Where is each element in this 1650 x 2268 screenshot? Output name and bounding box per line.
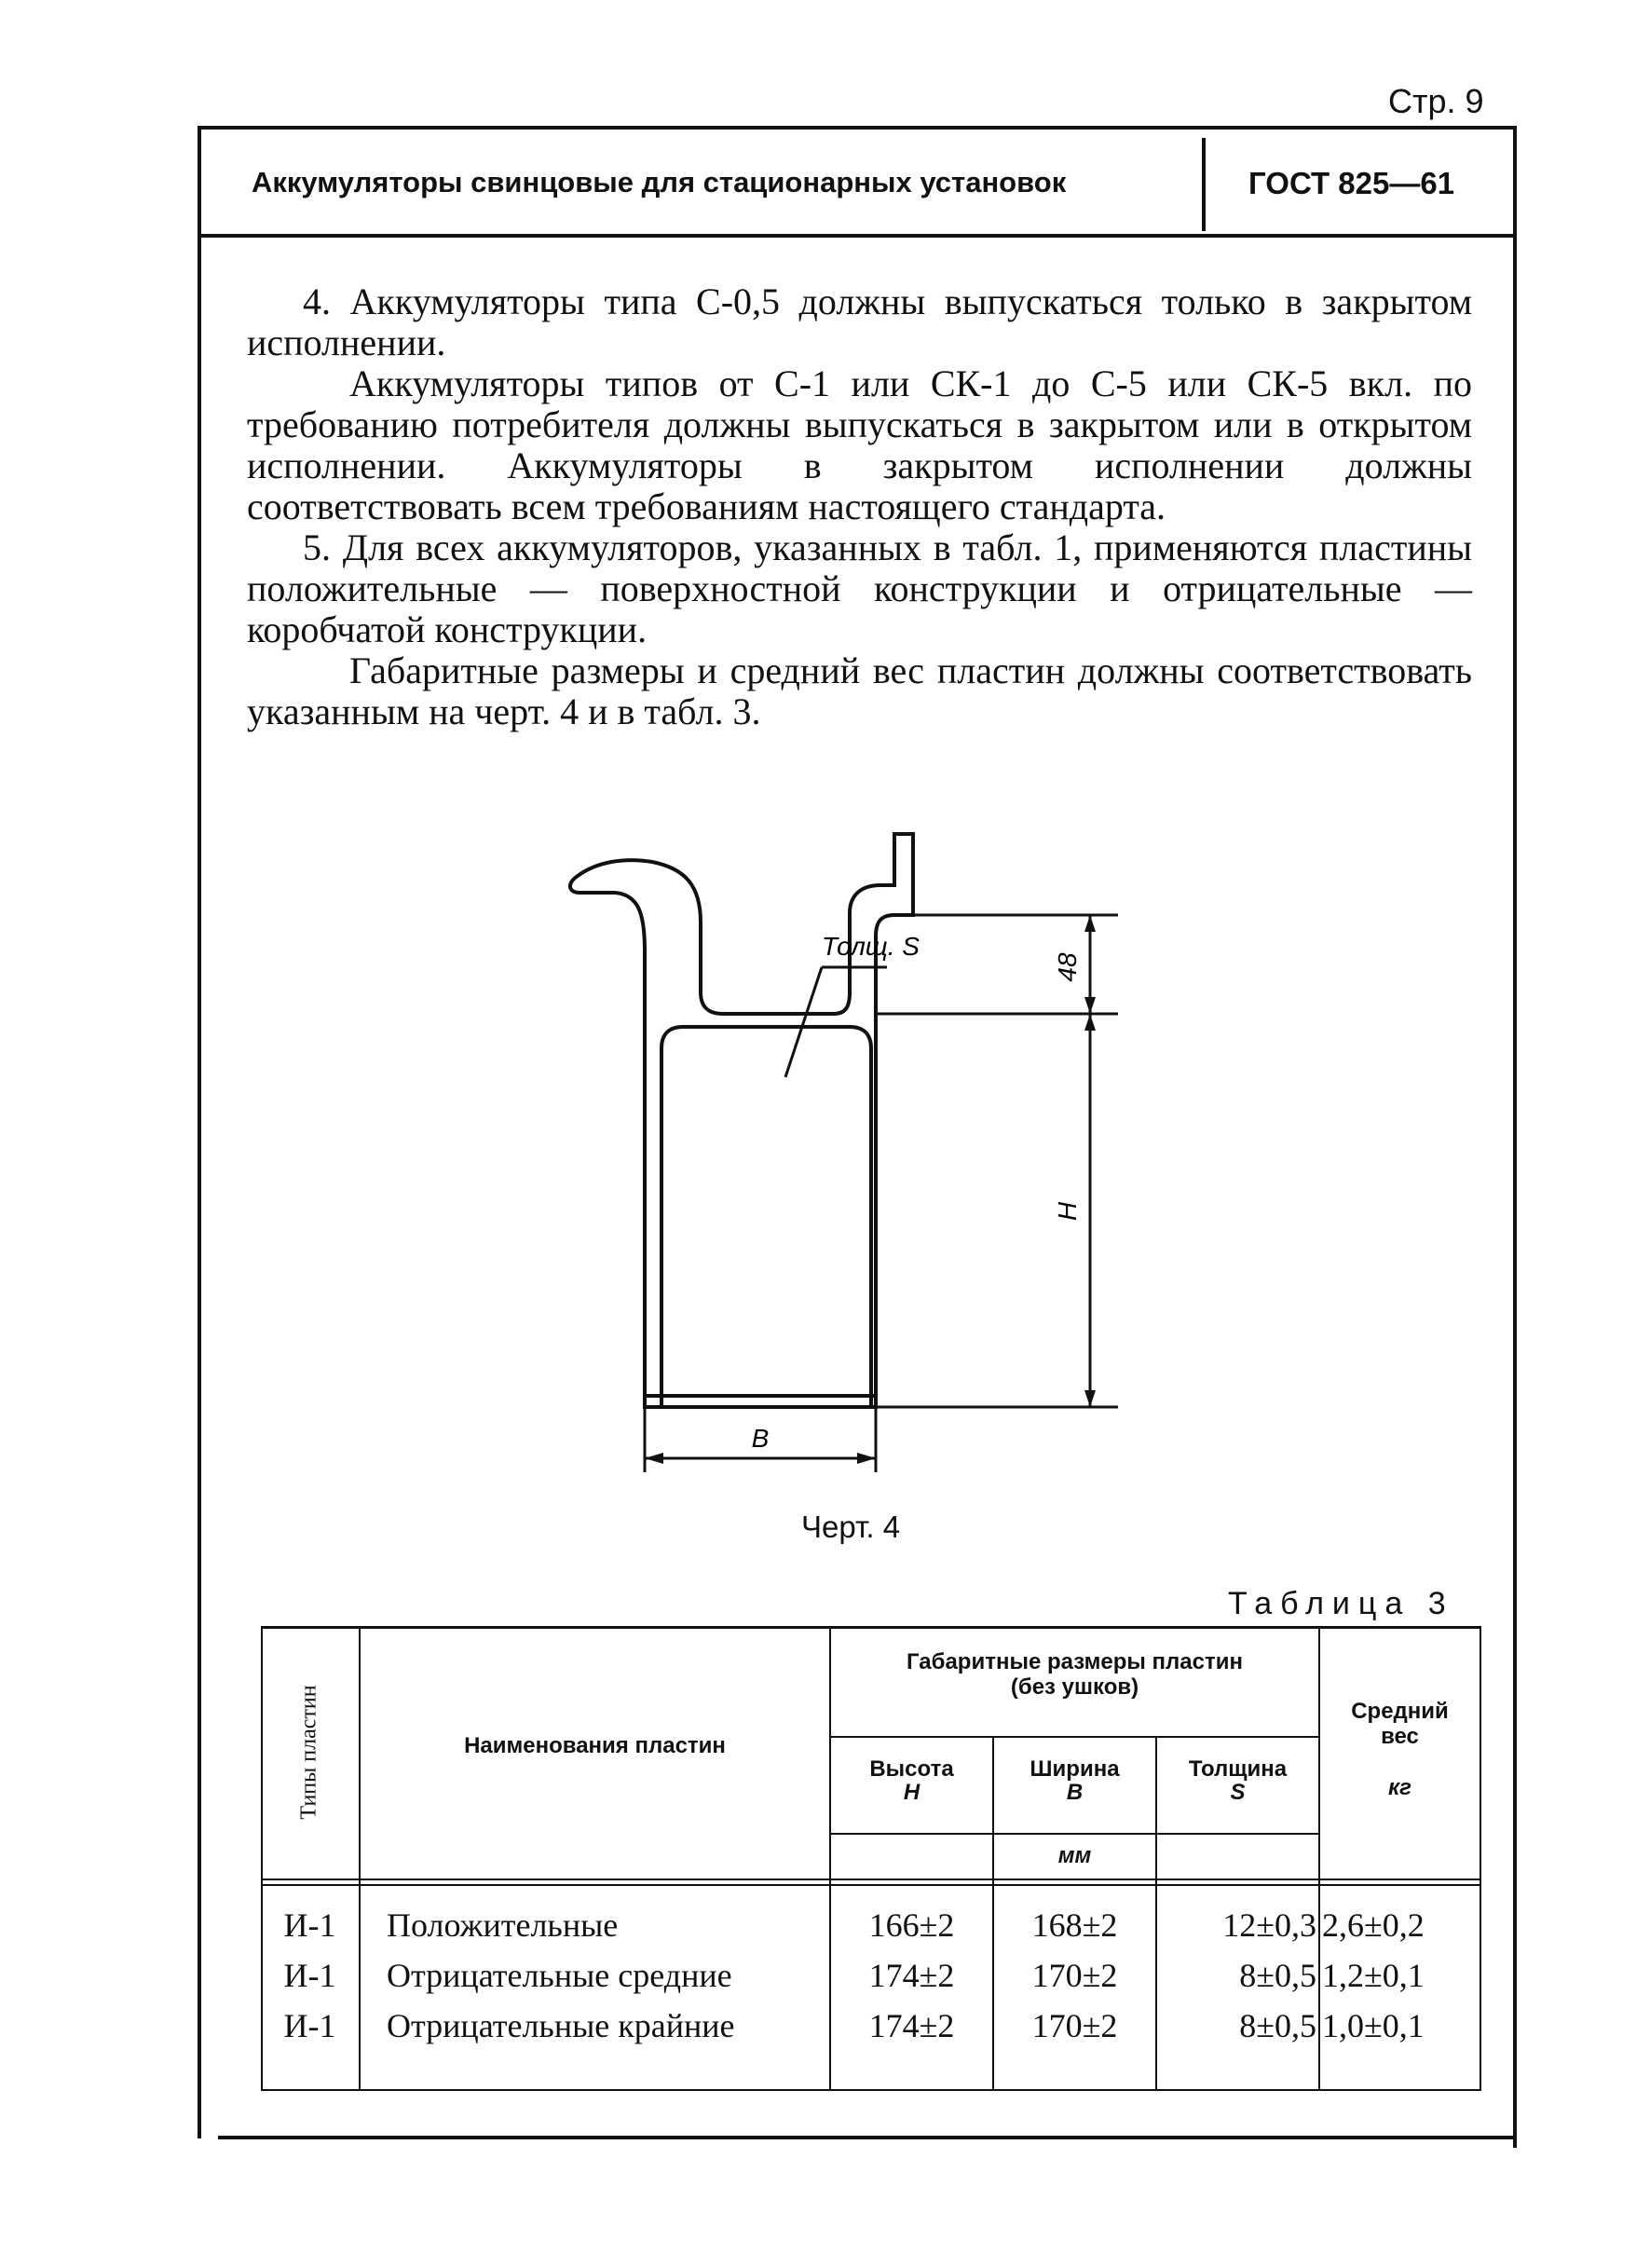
paragraph-4: Габаритные размеры и средний вес пластин должны соответствовать указанным на черт. 4 и в табл. 3. — [247, 649, 1472, 732]
table-3 — [261, 1626, 1481, 2101]
col-name-header: Наименования пластин — [464, 1733, 726, 1758]
frame-right-line — [1513, 126, 1517, 2148]
cell-height: 166±2 — [868, 1906, 955, 1944]
cell-thickness: 8±0,5 — [1239, 1957, 1316, 1994]
table-bottom-line — [261, 2089, 1481, 2091]
dim-h-label: H — [1053, 1201, 1082, 1222]
cell-name: Отрицательные средние — [387, 1957, 732, 1994]
table-unit-line — [829, 1833, 1318, 1835]
table-head-line-1 — [261, 1879, 1481, 1880]
cell-height: 174±2 — [868, 1957, 955, 1994]
table-row — [261, 1906, 1481, 1956]
cell-type: И-1 — [283, 1906, 336, 1944]
cell-height: 174±2 — [868, 2007, 955, 2044]
col-dims-header-2: (без ушков) — [1010, 1674, 1139, 1700]
frame-bottom-line — [218, 2136, 1517, 2139]
col-weight-header-1: Средний — [1351, 1699, 1449, 1724]
col-type-header: Типы пластин — [297, 1685, 321, 1820]
frame-top-line — [198, 126, 1517, 130]
cell-weight: 2,6±0,2 — [1322, 1906, 1425, 1944]
col-width-sym: B — [1066, 1780, 1084, 1805]
table-row — [261, 1956, 1481, 2006]
paragraph-2: Аккумуляторы типов от С-1 или СК-1 до С-5 или СК-5 вкл. по требованию потребителя должны выпускаться в закрытом или в открытом исполнении. Аккумуляторы в закрытом исполнении должны соответствовать всем требованиям настоящего стандарта. — [247, 362, 1472, 527]
col-height-header: Высота — [869, 1756, 954, 1782]
header-divider-line — [198, 234, 1517, 238]
cell-name: Положительные — [387, 1906, 619, 1944]
page-number: Стр. 9 — [1388, 82, 1484, 120]
drawing-caption: Черт. 4 — [801, 1510, 901, 1544]
table-subhead-line — [829, 1736, 1318, 1738]
cell-thickness: 12±0,3 — [1222, 1906, 1316, 1944]
cell-width: 170±2 — [1031, 2007, 1118, 2044]
cell-weight: 1,0±0,1 — [1322, 2007, 1425, 2044]
header-gost: ГОСТ 825—61 — [1248, 166, 1455, 200]
table-top-line — [261, 1626, 1481, 1629]
header-vertical-divider — [1202, 138, 1206, 231]
col-thick-header: Толщина — [1188, 1756, 1288, 1782]
cell-weight: 1,2±0,1 — [1322, 1957, 1425, 1994]
header-title: Аккумуляторы свинцовые для стационарных установок — [252, 166, 1067, 198]
paragraph-1: 4. Аккумуляторы типа С-0,5 должны выпускаться только в закрытом исполнении. — [247, 280, 1472, 363]
cell-name: Отрицательные крайние — [387, 2007, 735, 2044]
dim-lug-label: 48 — [1053, 952, 1082, 982]
paragraph-3: 5. Для всех аккумуляторов, указанных в табл. 1, применяются пластины положительные — поверхностной конструкции и отрицательные — коробчатой конструкции. — [247, 526, 1472, 650]
plate-drawing — [559, 811, 1174, 1491]
cell-width: 168±2 — [1031, 1906, 1118, 1944]
table-row — [261, 2006, 1481, 2056]
body-text — [247, 281, 1472, 732]
cell-width: 170±2 — [1031, 1957, 1118, 1994]
col-dims-header-1: Габаритные размеры пластин — [907, 1649, 1243, 1674]
col-width-header: Ширина — [1030, 1756, 1120, 1782]
table-caption: Таблица 3 — [1228, 1586, 1454, 1621]
frame-left-line — [198, 126, 201, 2138]
dim-b-label: B — [751, 1424, 770, 1453]
cell-type: И-1 — [283, 2007, 336, 2044]
unit-kg: кг — [1388, 1775, 1411, 1800]
cell-type: И-1 — [283, 1957, 336, 1994]
col-thick-sym: S — [1230, 1780, 1246, 1805]
col-weight-header-2: вес — [1381, 1724, 1419, 1749]
thickness-label: Толщ. S — [822, 932, 920, 961]
cell-thickness: 8±0,5 — [1239, 2007, 1316, 2044]
col-height-sym: H — [903, 1780, 920, 1805]
table-head-line-2 — [261, 1884, 1481, 1886]
plate-outline — [570, 834, 913, 1407]
unit-mm: мм — [1057, 1843, 1092, 1868]
